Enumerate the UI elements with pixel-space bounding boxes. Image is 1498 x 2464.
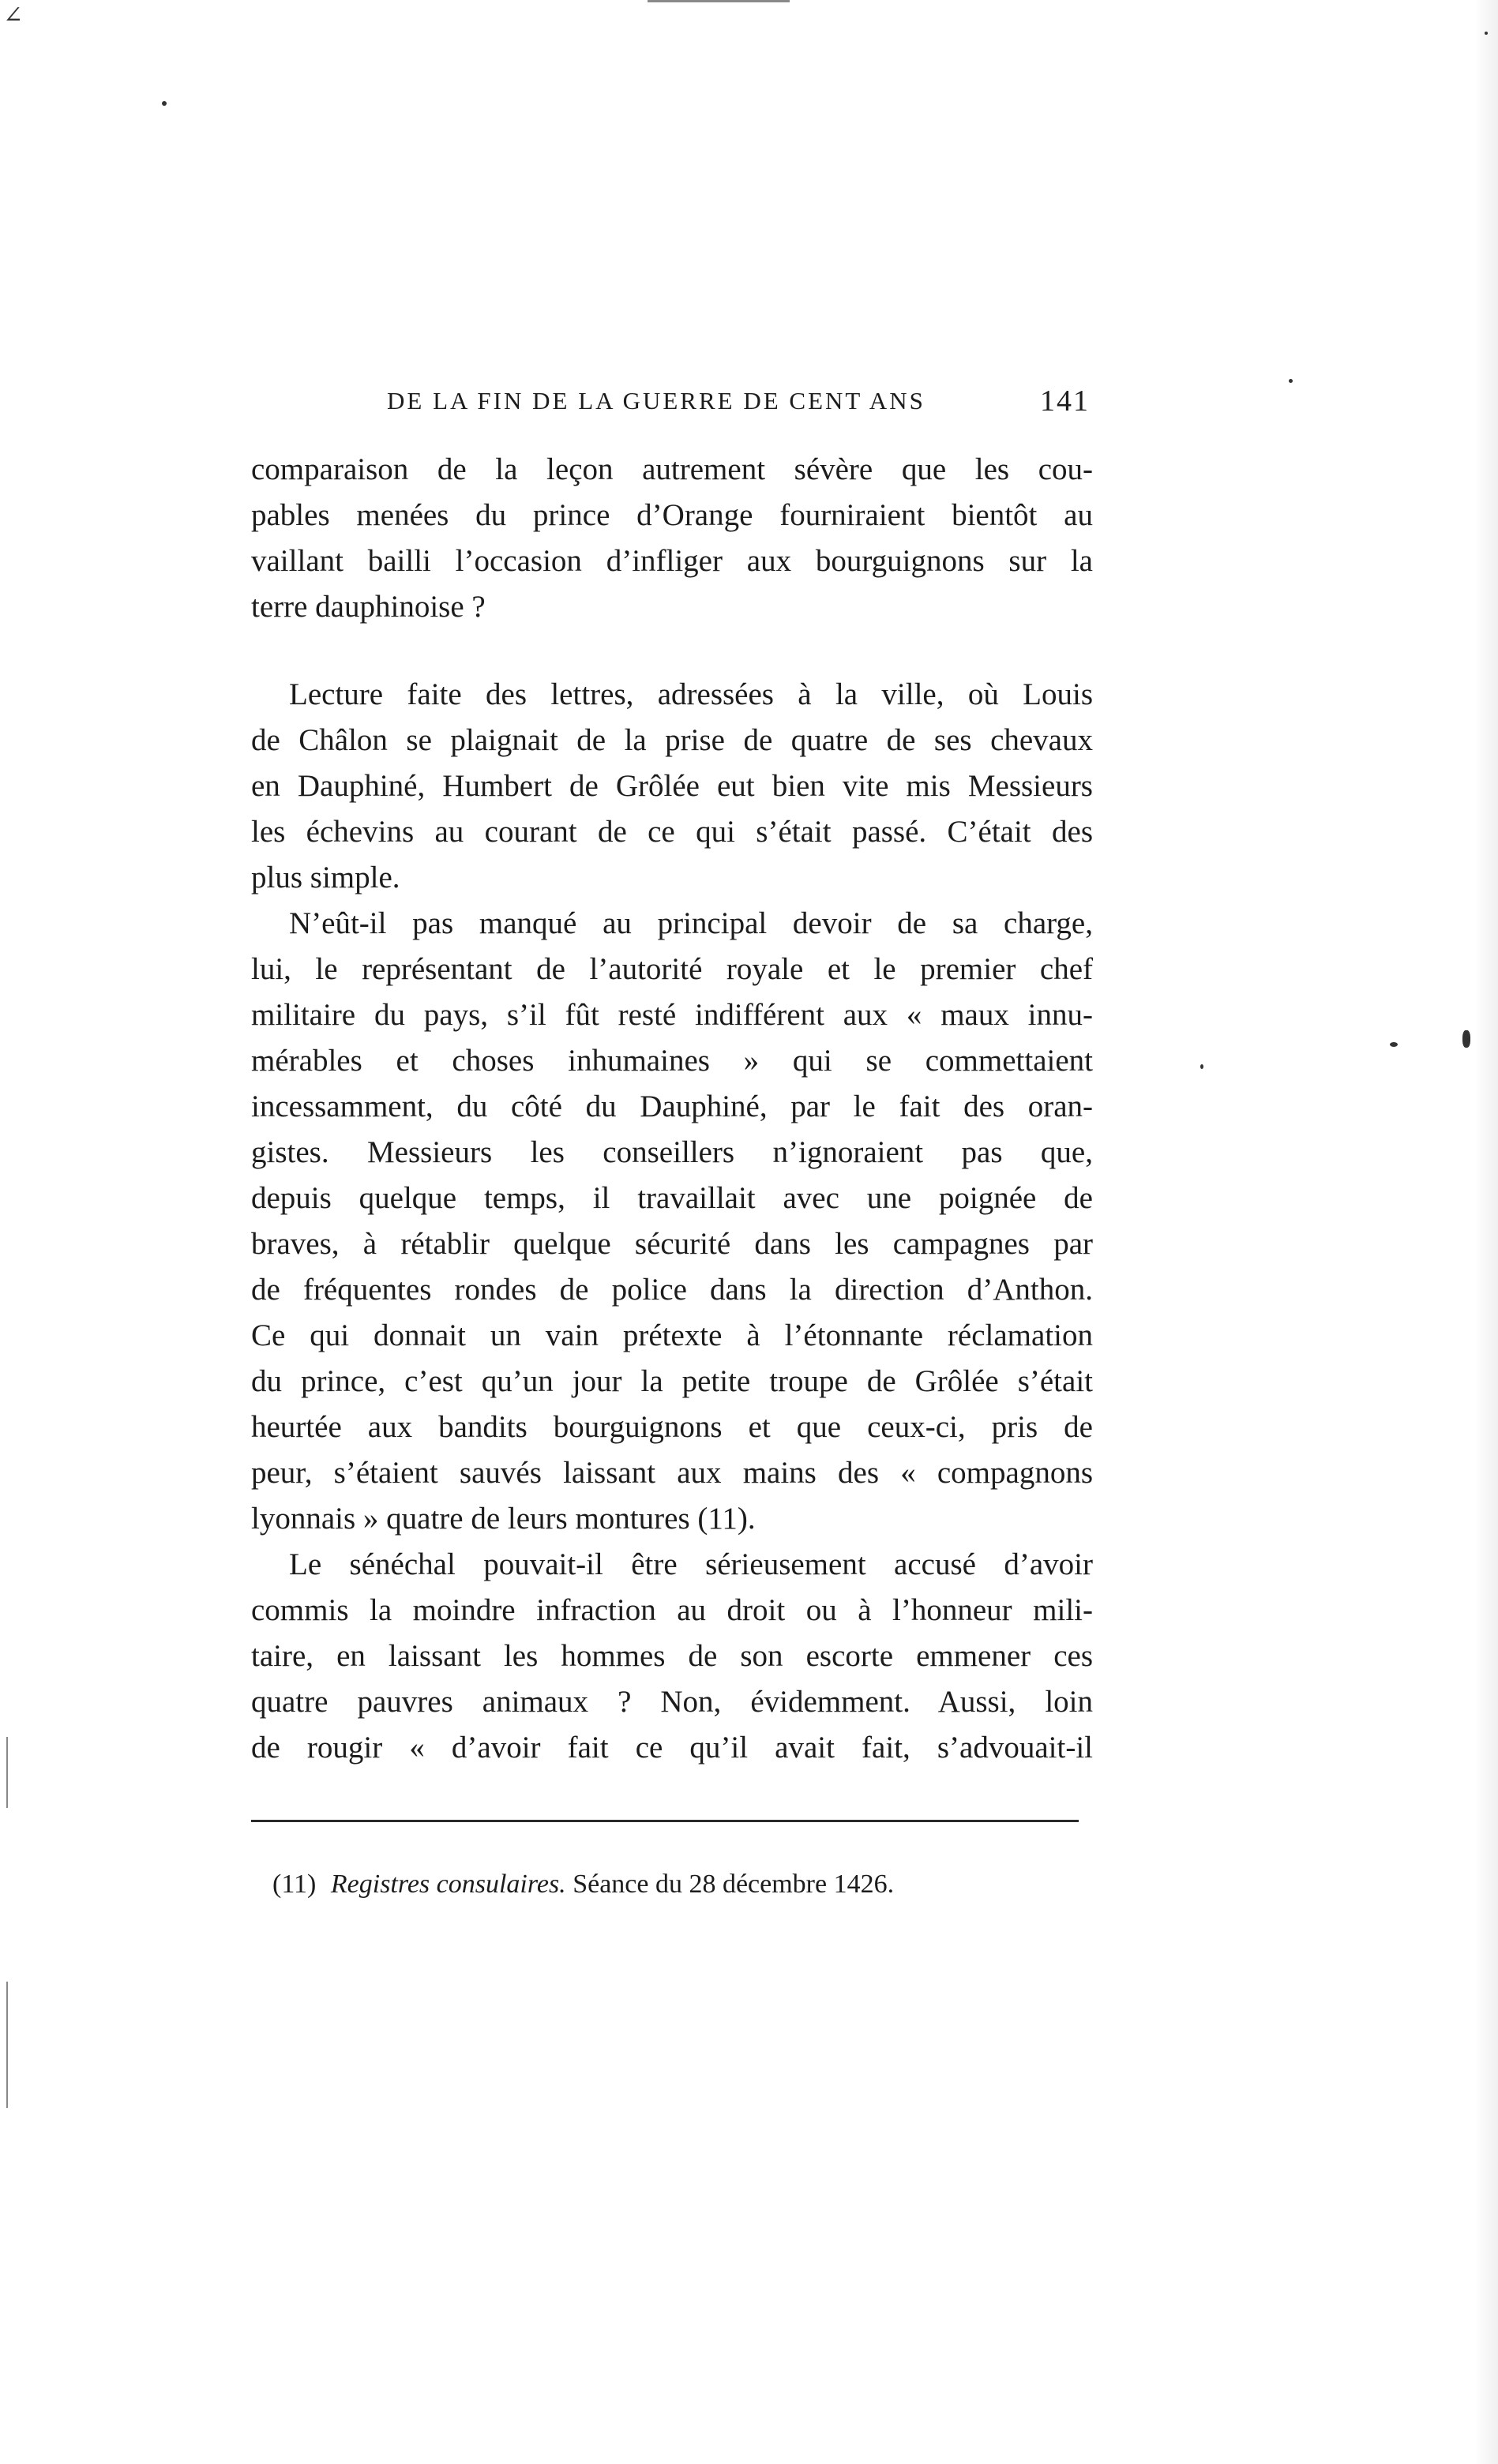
text-line: mérables et choses inhumaines » qui se commettaient: [251, 1044, 1093, 1078]
speck-icon: [1200, 1064, 1203, 1069]
scan-top-artifact: [648, 0, 790, 2]
text-line: Le sénéchal pouvait-il être sérieusement accusé d’avoir: [289, 1547, 1093, 1581]
text-line: les échevins au courant de ce qui s’était passé. C’était des: [251, 815, 1093, 849]
text-line: depuis quelque temps, il travaillait avec une poignée de: [251, 1181, 1093, 1215]
text-line: en Dauphiné, Humbert de Grôlée eut bien vite mis Messieurs: [251, 769, 1093, 803]
text-line: lyonnais » quatre de leurs montures (11).: [251, 1502, 756, 1536]
text-line: gistes. Messieurs les conseillers n’ignoraient pas que,: [251, 1135, 1093, 1169]
scan-margin-line: [6, 1982, 8, 2108]
text-line: quatre pauvres animaux ? Non, évidemment. Aussi, loin: [251, 1685, 1093, 1719]
text-line: lui, le représentant de l’autorité royale et le premier chef: [251, 952, 1093, 986]
text-line: peur, s’étaient sauvés laissant aux mains des « compagnons: [251, 1456, 1093, 1490]
running-title: DE LA FIN DE LA GUERRE DE CENT ANS: [387, 387, 925, 414]
speck-icon: [1289, 379, 1293, 383]
speck-icon: [1485, 32, 1488, 35]
footnote-source: Registres consulaires.: [330, 1870, 566, 1899]
footnote: [272, 1870, 894, 1900]
paragraph: [251, 901, 1093, 1542]
text-line: de rougir « d’avoir fait ce qu’il avait fait, s’advouait-il: [251, 1731, 1093, 1765]
text-line: taire, en laissant les hommes de son escorte emmener ces: [251, 1639, 1093, 1673]
speck-icon: [1390, 1042, 1398, 1047]
corner-mark-icon: ∠: [3, 2, 24, 28]
footnote-number: (11): [272, 1870, 317, 1899]
footnote-rule: [251, 1820, 1079, 1822]
text-line: plus simple.: [251, 861, 400, 894]
text-line: N’eût-il pas manqué au principal devoir de sa charge,: [289, 906, 1093, 940]
text-line: de fréquentes rondes de police dans la direction d’Anthon.: [251, 1273, 1093, 1307]
text-line: Ce qui donnait un vain prétexte à l’étonnante réclamation: [251, 1318, 1093, 1352]
text-line: pables menées du prince d’Orange fourniraient bientôt au: [251, 498, 1093, 532]
paragraph: [251, 672, 1093, 901]
paragraph: [251, 1542, 1093, 1771]
text-line: incessamment, du côté du Dauphiné, par le fait des oran-: [251, 1089, 1093, 1123]
scan-edge-shadow: [1474, 0, 1498, 2464]
text-line: comparaison de la leçon autrement sévère que les cou-: [251, 452, 1093, 486]
running-head: [387, 384, 1090, 418]
speck-icon: [162, 101, 167, 106]
scan-margin-line: [6, 1737, 8, 1808]
text-line: militaire du pays, s’il fût resté indifférent aux « maux innu-: [251, 998, 1093, 1032]
text-line: vaillant bailli l’occasion d’infliger aux bourguignons sur la: [251, 544, 1093, 578]
page-number: 141: [1040, 384, 1090, 418]
text-line: commis la moindre infraction au droit ou à l’honneur mili-: [251, 1593, 1093, 1627]
text-line: de Châlon se plaignait de la prise de quatre de ses chevaux: [251, 723, 1093, 757]
text-line: heurtée aux bandits bourguignons et que ceux-ci, pris de: [251, 1410, 1093, 1444]
footnote-detail: Séance du 28 décembre 1426.: [573, 1870, 895, 1899]
text-line: terre dauphinoise ?: [251, 590, 486, 624]
paragraph: [251, 447, 1093, 630]
speck-icon: [1462, 1030, 1470, 1048]
text-line: du prince, c’est qu’un jour la petite troupe de Grôlée s’était: [251, 1364, 1093, 1398]
text-line: Lecture faite des lettres, adressées à la ville, où Louis: [289, 677, 1093, 711]
text-line: braves, à rétablir quelque sécurité dans les campagnes par: [251, 1227, 1093, 1261]
